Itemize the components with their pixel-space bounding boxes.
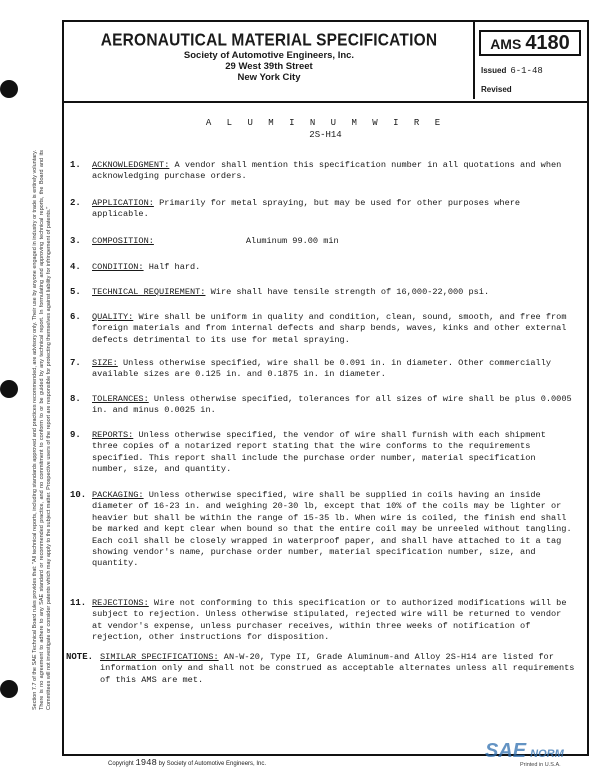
clause-number: 5. [70,287,81,297]
header-org: Society of Automotive Engineers, Inc. [183,50,355,61]
clause-text: Wire shall have tensile strength of 16,000-22,000 psi. [210,287,490,297]
clause-body [92,287,576,298]
clause-text: Wire shall be uniform in quality and condition, clean, sound, smooth, and free from foreign materials and from internal defects and sharp bends, waves, kinks and other external defects detrimental to its use for metal spraying. [92,312,567,345]
clause-text: Wire not conforming to this specification or to authorized modifications will be subject to rejection. Unless otherwise stipulated, rejected wire will be returned to vendor at vendor's expense, unless purchaser receives, within three weeks of notification of rejection, other instructions for disposition. [92,598,567,643]
clause-body [92,490,576,570]
clause-number: 8. [70,394,81,404]
clause-heading: TECHNICAL REQUIREMENT: [92,287,206,297]
clause-heading: REPORTS: [92,430,134,440]
issued-label: Issued [481,66,507,75]
sae-norm-watermark [485,740,564,763]
ams-prefix: AMS [490,36,522,52]
sidebar-disclaimer-text: Section 7.7 of the SAE Technical Board rules provides that: "All technical reports, including standards approved and practices recommended, are advisory only. Their use by anyone engaged in industry or trade is entirely voluntary. There is no agreement to adhere to any SAE standard or recommended practice, and no commitment to conform to or be guided by any technical report. In formulating and approving technical reports, the Board and its Committees will not investigate or consider patents which may apply to the subject matter. Prospective users of the report are responsible for protecting themselves against liability for infringement of patents." [32,150,52,710]
clause-text: A vendor shall mention this specification number in all quotations and when acknowledging purchase orders. [92,160,562,182]
document-alloy: 2S-H14 [309,130,342,140]
clause-number: 7. [70,358,81,368]
clause-number: 3. [70,236,81,246]
clause-heading: REJECTIONS: [92,598,149,608]
clause-body [92,358,576,381]
clause-text: Unless otherwise specified, tolerances for all sizes of wire shall be plus 0.0005 in. and minus 0.0025 in. [92,394,572,416]
clause-body [92,160,576,183]
ams-number: 4180 [525,32,570,54]
clause-number: 6. [70,312,81,322]
footer-year: 1948 [135,758,157,768]
clause-heading: TOLERANCES: [92,394,149,404]
spec-number-block [473,22,589,99]
clause-heading: CONDITION: [92,262,144,272]
header-center [64,32,474,83]
clause-text: Half hard. [148,262,201,272]
clause-heading: SIMILAR SPECIFICATIONS: [100,652,219,662]
footer-publisher: by Society of Automotive Engineers, Inc. [158,761,267,767]
clause-text: Unless otherwise specified, the vendor of wire shall furnish with each shipment three copies of a notarized report stating that the wire conforms to the requirements specified. This report shall include the purchase order number, material specification number, size, and quantity. [92,430,546,475]
clause-heading: COMPOSITION: [92,236,154,246]
clause-body [100,652,576,686]
clause-body [92,394,576,417]
header-address: 29 West 39th Street [225,61,313,72]
watermark-suffix: NORM [530,748,564,760]
clause-text: AN-W-20, Type II, Grade Aluminum-and Alloy 2S-H14 are listed for information only and shall not be construed as acceptable alternates unless all requirements of this AMS are met. [100,652,575,685]
clause-number: 10. [70,490,87,500]
clause-body [92,312,576,346]
clause-body [92,262,576,273]
clause-body [92,598,576,644]
clause-text: Primarily for metal spraying, but may be used for other purposes where applicable. [92,198,521,220]
footer-printed: Printed in U.S.A. [520,762,561,768]
clause-text: Unless otherwise specified, wire shall be 0.091 in. in diameter. Other commercially available sizes are 0.125 in. and 0.1875 in. in diameter. [92,358,552,380]
clause-number: 1. [70,160,81,170]
footer-copyright-label: Copyright [108,761,134,767]
spec-header-title: AERONAUTICAL MATERIAL SPECIFICATION [100,30,438,51]
footer-copyright [108,758,266,768]
clause-number: NOTE. [66,652,94,662]
clause-number: 4. [70,262,81,272]
clause-heading: QUALITY: [92,312,134,322]
punch-hole-top [0,80,18,98]
clause-heading: SIZE: [92,358,118,368]
document-title: A L U M I N U M W I R E [205,118,446,128]
clause-number: 9. [70,430,81,440]
issued-row [481,66,543,76]
issued-date: 6-1-48 [510,66,543,76]
clause-number: 2. [70,198,81,208]
spec-header [64,22,587,103]
clause-body [92,236,576,247]
clause-body [92,430,576,476]
document-frame [62,20,589,756]
clause-heading: APPLICATION: [92,198,154,208]
clause-text: Unless otherwise specified, wire shall be supplied in coils having an inside diameter of 16-23 in. and weighing 20-30 lb, except that 10% of the coils may be lighter or heavier but shall be within the range of 15-35 lb. When wire is coiled, the finish end shall be marked and kept clear when bound so that the entire coil may be unreeled without tangling. Each coil shall be closely wrapped in waterproof paper, and shall have attached to it a tag showing vendor's name, purchase order number, material specification number, size, and quantity. [92,490,572,569]
revised-label: Revised [481,85,512,94]
clause-text: Aluminum 99.00 min [245,236,339,246]
clause-body [92,198,576,221]
header-city: New York City [237,72,301,83]
clause-heading: ACKNOWLEDGMENT: [92,160,170,170]
clause-number: 11. [70,598,87,608]
clause-heading: PACKAGING: [92,490,144,500]
watermark-brand: SAE [485,740,527,762]
ams-number-box [479,30,581,56]
